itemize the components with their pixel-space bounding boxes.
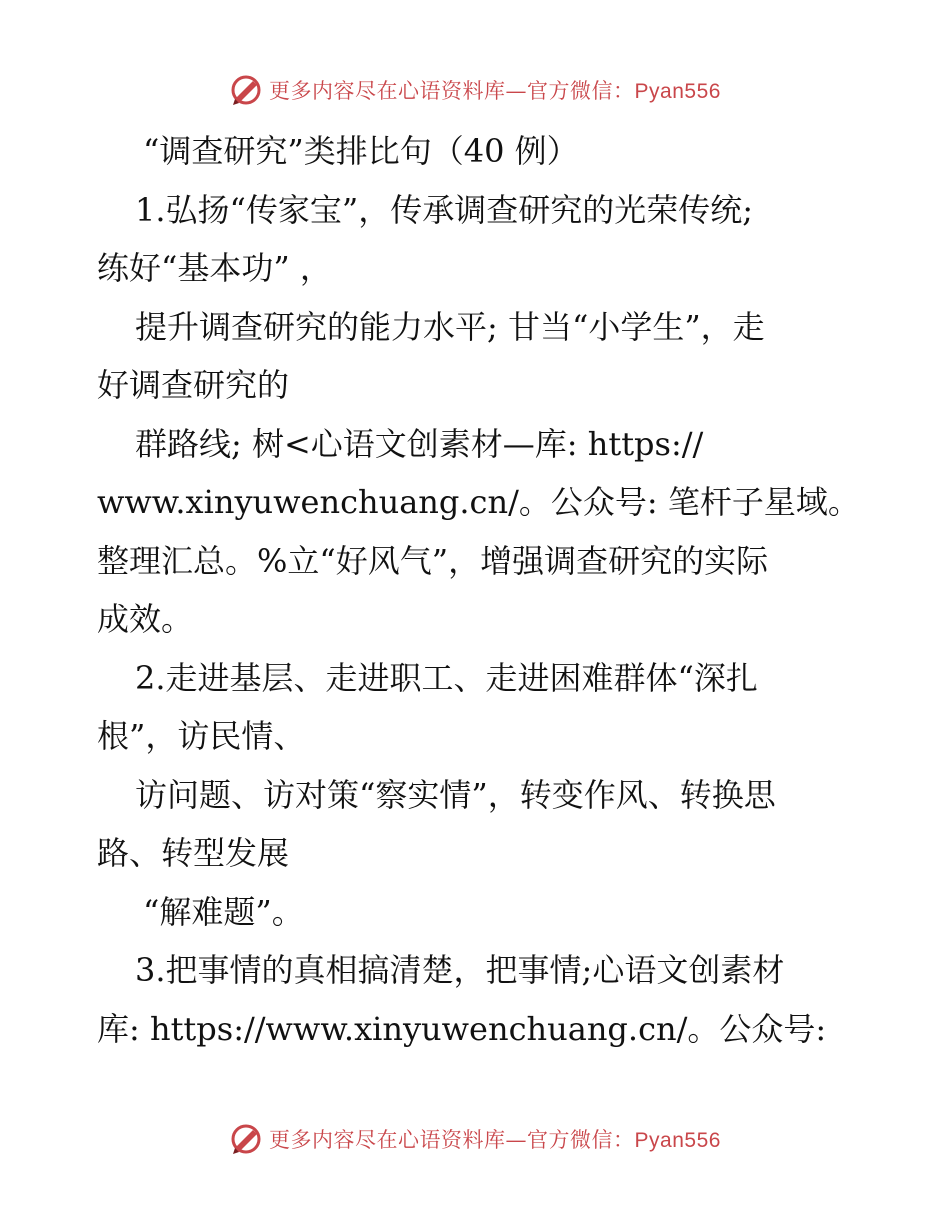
- header-banner: [0, 70, 950, 110]
- document-title: “调查研究”类排比句（40 例）: [143, 132, 579, 170]
- text-line: 整理汇总。%立“好风气”，增强调查研究的实际: [97, 541, 769, 580]
- text-line: 好调查研究的: [97, 366, 290, 404]
- text-line: 2.走进基层、走进职工、走进困难群体“深扎: [135, 658, 758, 697]
- text-line: 练好“基本功” ，: [97, 249, 332, 287]
- text-line: 访问题、访对策“察实情”，转变作风、转换思: [135, 775, 776, 814]
- header-banner-id: Pyan556: [634, 80, 721, 103]
- pen-logo-icon: [229, 73, 263, 107]
- header-banner-text: [269, 75, 721, 105]
- footer-banner: [0, 1119, 950, 1159]
- document-body: [97, 122, 860, 1058]
- footer-banner-sep: —: [505, 1128, 528, 1152]
- text-line: 库: https://www.xinyuwenchuang.cn/。公众号:: [97, 1009, 827, 1048]
- footer-banner-inner: [229, 1122, 721, 1156]
- footer-banner-wechat: 官方微信：: [527, 1128, 635, 1152]
- header-banner-sep: —: [505, 79, 528, 103]
- text-line: 1.弘扬“传家宝”，传承调查研究的光荣传统;: [135, 190, 754, 229]
- text-line: 根”，访民情、: [97, 717, 306, 755]
- footer-banner-text: [269, 1124, 721, 1154]
- header-banner-prefix: 更多内容尽在心语资料库: [269, 79, 506, 103]
- text-line: 路、转型发展: [97, 834, 290, 872]
- text-line: 成效。: [97, 600, 194, 638]
- text-line: 3.把事情的真相搞清楚，把事情;心语文创素材: [135, 951, 785, 989]
- text-line: www.xinyuwenchuang.cn/。公众号: 笔杆子星域。: [97, 483, 860, 521]
- footer-banner-prefix: 更多内容尽在心语资料库: [269, 1128, 506, 1152]
- text-line: “解难题”。: [143, 892, 304, 931]
- header-banner-wechat: 官方微信：: [527, 79, 635, 103]
- footer-banner-id: Pyan556: [634, 1129, 721, 1152]
- pen-logo-icon: [229, 1122, 263, 1156]
- text-line: 提升调查研究的能力水平; 甘当“小学生”，走: [135, 307, 765, 346]
- header-banner-inner: [229, 73, 721, 107]
- text-line: 群路线; 树<心语文创素材—库: https://: [135, 424, 704, 463]
